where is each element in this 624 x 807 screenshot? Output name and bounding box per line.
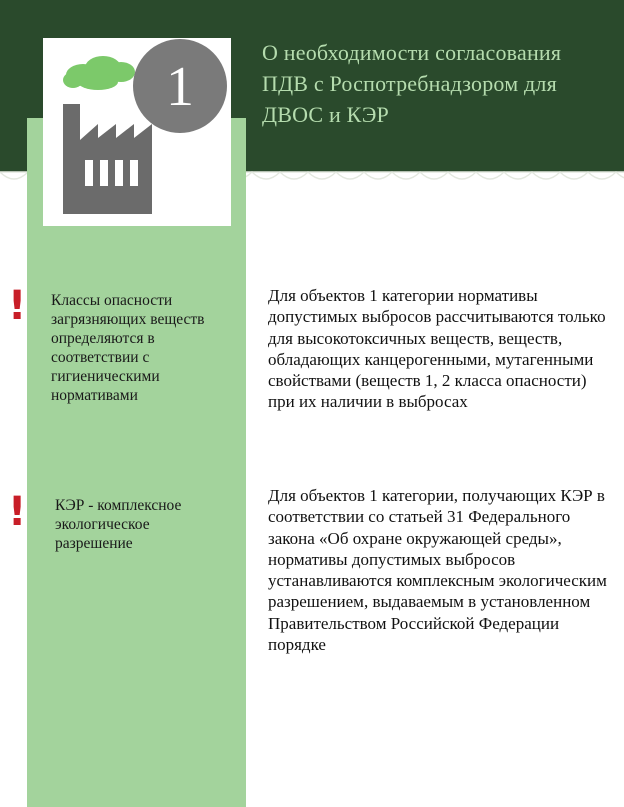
section-1-left-text: Классы опасности загрязняющих веществ определяются в соответствии с гигиеническими нормативами bbox=[51, 292, 205, 404]
badge-number: 1 bbox=[166, 56, 194, 118]
exclamation-icon: ! bbox=[8, 283, 27, 329]
exclamation-icon: ! bbox=[8, 489, 27, 535]
section-2-right-text: Для объектов 1 категории, получающих КЭР в соответствии со статьей 31 Федерального закона «Об охране окружающей среды», нормативы допустимых выбросов устанавливаются комплексным экологическим разрешением, выдаваемым в установленном Правительством Российской Федерации порядке bbox=[268, 486, 607, 655]
cloud-icon bbox=[63, 56, 135, 90]
section-1-right-text: Для объектов 1 категории нормативы допустимых выбросов рассчитываются только для высокотоксичных веществ, веществ, обладающих канцерогенными, мутагенными свойствами (веществ 1, 2 класса опасности) при их наличии в выбросах bbox=[268, 286, 606, 412]
number-badge bbox=[133, 39, 227, 133]
section-2-left-text: КЭР - комплексное экологическое разрешение bbox=[55, 497, 182, 552]
logo-box bbox=[43, 38, 231, 226]
page-title: О необходимости согласования ПДВ с Роспотребнадзором для ДВОС и КЭР bbox=[262, 40, 562, 127]
factory-icon bbox=[63, 104, 152, 214]
